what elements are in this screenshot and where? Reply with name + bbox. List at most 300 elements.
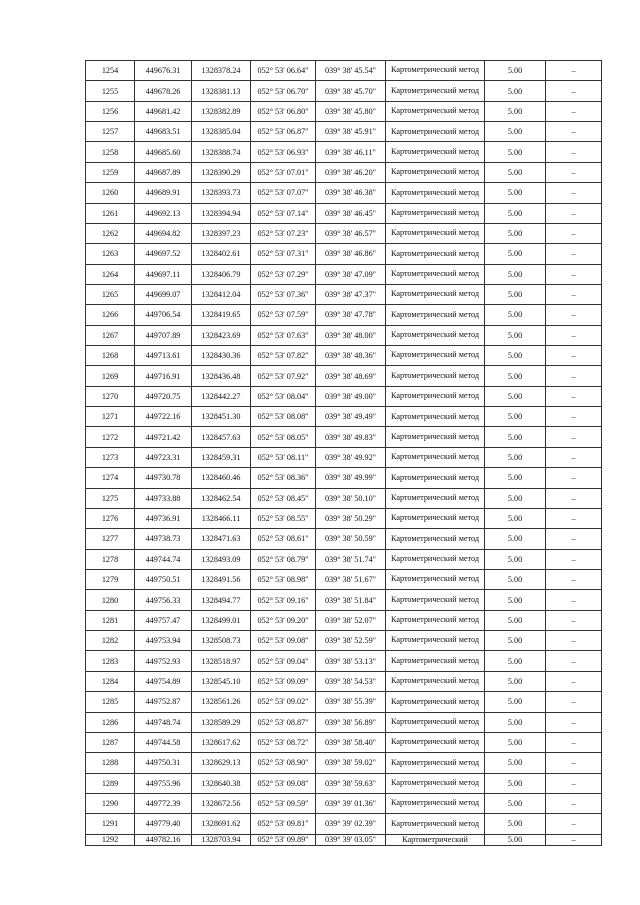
latitude-cell: 052° 53' 07.14" xyxy=(251,203,316,223)
precision-cell: 5.00 xyxy=(485,81,546,101)
method-cell: Картометрический метод xyxy=(386,447,485,467)
x-coordinate-cell: 449681.42 xyxy=(135,101,192,121)
precision-cell: 5.00 xyxy=(485,753,546,773)
latitude-cell: 052° 53' 06.87" xyxy=(251,122,316,142)
y-coordinate-cell: 1328493.09 xyxy=(192,549,251,569)
table-row xyxy=(86,162,602,182)
y-coordinate-cell: 1328691.62 xyxy=(192,814,251,834)
y-coordinate-cell: 1328378.24 xyxy=(192,61,251,81)
point-number-cell: 1257 xyxy=(86,122,135,142)
table-row xyxy=(86,712,602,732)
x-coordinate-cell: 449754.89 xyxy=(135,671,192,691)
description-cell: – xyxy=(546,508,602,528)
y-coordinate-cell: 1328388.74 xyxy=(192,142,251,162)
precision-cell: 5.00 xyxy=(485,692,546,712)
point-number-cell: 1278 xyxy=(86,549,135,569)
latitude-cell: 052° 53' 08.36" xyxy=(251,468,316,488)
description-cell: – xyxy=(546,569,602,589)
method-cell: Картометрический метод xyxy=(386,529,485,549)
longitude-cell: 039° 38' 51.84" xyxy=(316,590,386,610)
precision-cell: 5.00 xyxy=(485,407,546,427)
description-cell: – xyxy=(546,529,602,549)
table-row xyxy=(86,488,602,508)
x-coordinate-cell: 449722.16 xyxy=(135,407,192,427)
latitude-cell: 052° 53' 08.90" xyxy=(251,753,316,773)
latitude-cell: 052° 53' 07.31" xyxy=(251,244,316,264)
method-cell: Картометрический метод xyxy=(386,631,485,651)
precision-cell: 5.00 xyxy=(485,468,546,488)
method-cell: Картометрический метод xyxy=(386,183,485,203)
y-coordinate-cell: 1328397.23 xyxy=(192,223,251,243)
table-row xyxy=(86,325,602,345)
point-number-cell: 1284 xyxy=(86,671,135,691)
longitude-cell: 039° 38' 49.00" xyxy=(316,386,386,406)
x-coordinate-cell: 449733.88 xyxy=(135,488,192,508)
precision-cell: 5.00 xyxy=(485,61,546,81)
description-cell: – xyxy=(546,284,602,304)
description-cell: – xyxy=(546,692,602,712)
method-cell: Картометрический метод xyxy=(386,793,485,813)
precision-cell: 5.00 xyxy=(485,793,546,813)
latitude-cell: 052° 53' 08.98" xyxy=(251,569,316,589)
latitude-cell: 052° 53' 08.87" xyxy=(251,712,316,732)
x-coordinate-cell: 449738.73 xyxy=(135,529,192,549)
table-row xyxy=(86,814,602,834)
precision-cell: 5.00 xyxy=(485,508,546,528)
method-cell: Картометрический метод xyxy=(386,386,485,406)
precision-cell: 5.00 xyxy=(485,529,546,549)
description-cell: – xyxy=(546,325,602,345)
precision-cell: 5.00 xyxy=(485,569,546,589)
latitude-cell: 052° 53' 08.55" xyxy=(251,508,316,528)
precision-cell: 5.00 xyxy=(485,346,546,366)
method-cell: Картометрический метод xyxy=(386,569,485,589)
table-row xyxy=(86,427,602,447)
y-coordinate-cell: 1328462.54 xyxy=(192,488,251,508)
x-coordinate-cell: 449692.13 xyxy=(135,203,192,223)
point-number-cell: 1287 xyxy=(86,732,135,752)
method-cell: Картометрический метод xyxy=(386,223,485,243)
description-cell: – xyxy=(546,814,602,834)
longitude-cell: 039° 38' 45.70" xyxy=(316,81,386,101)
longitude-cell: 039° 38' 53.13" xyxy=(316,651,386,671)
x-coordinate-cell: 449706.54 xyxy=(135,305,192,325)
latitude-cell: 052° 53' 07.59" xyxy=(251,305,316,325)
method-cell: Картометрический метод xyxy=(386,284,485,304)
x-coordinate-cell: 449697.52 xyxy=(135,244,192,264)
description-cell: – xyxy=(546,244,602,264)
x-coordinate-cell: 449713.61 xyxy=(135,346,192,366)
latitude-cell: 052° 53' 07.01" xyxy=(251,162,316,182)
point-number-cell: 1275 xyxy=(86,488,135,508)
description-cell: – xyxy=(546,305,602,325)
table-row xyxy=(86,529,602,549)
table-row xyxy=(86,447,602,467)
latitude-cell: 052° 53' 07.29" xyxy=(251,264,316,284)
x-coordinate-cell: 449707.89 xyxy=(135,325,192,345)
precision-cell: 5.00 xyxy=(485,814,546,834)
latitude-cell: 052° 53' 08.11" xyxy=(251,447,316,467)
latitude-cell: 052° 53' 08.08" xyxy=(251,407,316,427)
description-cell: – xyxy=(546,712,602,732)
precision-cell: 5.00 xyxy=(485,162,546,182)
method-cell: Картометрический метод xyxy=(386,264,485,284)
longitude-cell: 039° 38' 49.83" xyxy=(316,427,386,447)
x-coordinate-cell: 449689.91 xyxy=(135,183,192,203)
longitude-cell: 039° 38' 52.59" xyxy=(316,631,386,651)
longitude-cell: 039° 38' 47.09" xyxy=(316,264,386,284)
y-coordinate-cell: 1328561.26 xyxy=(192,692,251,712)
precision-cell: 5.00 xyxy=(485,671,546,691)
y-coordinate-cell: 1328442.27 xyxy=(192,386,251,406)
point-number-cell: 1256 xyxy=(86,101,135,121)
longitude-cell: 039° 38' 50.29" xyxy=(316,508,386,528)
y-coordinate-cell: 1328402.61 xyxy=(192,244,251,264)
x-coordinate-cell: 449676.31 xyxy=(135,61,192,81)
point-number-cell: 1291 xyxy=(86,814,135,834)
table-row xyxy=(86,203,602,223)
latitude-cell: 052° 53' 06.70" xyxy=(251,81,316,101)
table-row xyxy=(86,569,602,589)
latitude-cell: 052° 53' 07.92" xyxy=(251,366,316,386)
x-coordinate-cell: 449687.89 xyxy=(135,162,192,182)
table-row xyxy=(86,631,602,651)
precision-cell: 5.00 xyxy=(485,244,546,264)
longitude-cell: 039° 38' 52.07" xyxy=(316,610,386,630)
y-coordinate-cell: 1328589.29 xyxy=(192,712,251,732)
latitude-cell: 052° 53' 07.82" xyxy=(251,346,316,366)
description-cell: – xyxy=(546,732,602,752)
point-number-cell: 1267 xyxy=(86,325,135,345)
point-number-cell: 1289 xyxy=(86,773,135,793)
table-row xyxy=(86,142,602,162)
longitude-cell: 039° 38' 50.10" xyxy=(316,488,386,508)
y-coordinate-cell: 1328466.11 xyxy=(192,508,251,528)
latitude-cell: 052° 53' 09.81" xyxy=(251,814,316,834)
latitude-cell: 052° 53' 06.80" xyxy=(251,101,316,121)
precision-cell: 5.00 xyxy=(485,631,546,651)
y-coordinate-cell: 1328545.10 xyxy=(192,671,251,691)
point-number-cell: 1282 xyxy=(86,631,135,651)
method-cell: Картометрический метод xyxy=(386,773,485,793)
precision-cell: 5.00 xyxy=(485,549,546,569)
description-cell: – xyxy=(546,407,602,427)
longitude-cell: 039° 38' 59.63" xyxy=(316,773,386,793)
latitude-cell: 052° 53' 08.61" xyxy=(251,529,316,549)
x-coordinate-cell: 449716.91 xyxy=(135,366,192,386)
method-cell: Картометрический метод xyxy=(386,244,485,264)
point-number-cell: 1283 xyxy=(86,651,135,671)
method-cell: Картометрический метод xyxy=(386,732,485,752)
y-coordinate-cell: 1328518.97 xyxy=(192,651,251,671)
method-cell: Картометрический метод xyxy=(386,325,485,345)
description-cell: – xyxy=(546,773,602,793)
point-number-cell: 1288 xyxy=(86,753,135,773)
table-row xyxy=(86,284,602,304)
y-coordinate-cell: 1328494.77 xyxy=(192,590,251,610)
longitude-cell: 039° 39' 03.05" xyxy=(316,834,386,845)
table-row xyxy=(86,793,602,813)
precision-cell: 5.00 xyxy=(485,447,546,467)
latitude-cell: 052° 53' 08.04" xyxy=(251,386,316,406)
longitude-cell: 039° 38' 56.89" xyxy=(316,712,386,732)
description-cell: – xyxy=(546,753,602,773)
x-coordinate-cell: 449748.74 xyxy=(135,712,192,732)
latitude-cell: 052° 53' 09.08" xyxy=(251,773,316,793)
y-coordinate-cell: 1328703.94 xyxy=(192,834,251,845)
description-cell: – xyxy=(546,61,602,81)
y-coordinate-cell: 1328412.04 xyxy=(192,284,251,304)
description-cell: – xyxy=(546,142,602,162)
coordinates-table xyxy=(85,60,602,846)
precision-cell: 5.00 xyxy=(485,386,546,406)
longitude-cell: 039° 38' 45.54" xyxy=(316,61,386,81)
precision-cell: 5.00 xyxy=(485,732,546,752)
method-cell: Картометрический метод xyxy=(386,508,485,528)
point-number-cell: 1269 xyxy=(86,366,135,386)
precision-cell: 5.00 xyxy=(485,488,546,508)
y-coordinate-cell: 1328436.48 xyxy=(192,366,251,386)
point-number-cell: 1268 xyxy=(86,346,135,366)
table-row xyxy=(86,590,602,610)
table-row xyxy=(86,549,602,569)
longitude-cell: 039° 38' 45.91" xyxy=(316,122,386,142)
description-cell: – xyxy=(546,162,602,182)
latitude-cell: 052° 53' 08.05" xyxy=(251,427,316,447)
point-number-cell: 1260 xyxy=(86,183,135,203)
point-number-cell: 1281 xyxy=(86,610,135,630)
table-row xyxy=(86,244,602,264)
point-number-cell: 1265 xyxy=(86,284,135,304)
point-number-cell: 1277 xyxy=(86,529,135,549)
table-row xyxy=(86,692,602,712)
table-row xyxy=(86,508,602,528)
x-coordinate-cell: 449752.87 xyxy=(135,692,192,712)
x-coordinate-cell: 449730.78 xyxy=(135,468,192,488)
longitude-cell: 039° 38' 55.39" xyxy=(316,692,386,712)
table-row xyxy=(86,346,602,366)
latitude-cell: 052° 53' 09.59" xyxy=(251,793,316,813)
latitude-cell: 052° 53' 09.09" xyxy=(251,671,316,691)
x-coordinate-cell: 449736.91 xyxy=(135,508,192,528)
table-row xyxy=(86,101,602,121)
x-coordinate-cell: 449744.58 xyxy=(135,732,192,752)
latitude-cell: 052° 53' 08.72" xyxy=(251,732,316,752)
precision-cell: 5.00 xyxy=(485,223,546,243)
longitude-cell: 039° 38' 46.38" xyxy=(316,183,386,203)
table-row xyxy=(86,122,602,142)
precision-cell: 5.00 xyxy=(485,590,546,610)
point-number-cell: 1286 xyxy=(86,712,135,732)
description-cell: – xyxy=(546,346,602,366)
description-cell: – xyxy=(546,468,602,488)
table-row xyxy=(86,305,602,325)
table-row xyxy=(86,81,602,101)
precision-cell: 5.00 xyxy=(485,284,546,304)
y-coordinate-cell: 1328430.36 xyxy=(192,346,251,366)
table-row xyxy=(86,407,602,427)
description-cell: – xyxy=(546,447,602,467)
longitude-cell: 039° 38' 46.86" xyxy=(316,244,386,264)
longitude-cell: 039° 38' 47.78" xyxy=(316,305,386,325)
method-cell: Картометрический метод xyxy=(386,651,485,671)
x-coordinate-cell: 449772.39 xyxy=(135,793,192,813)
x-coordinate-cell: 449750.31 xyxy=(135,753,192,773)
description-cell: – xyxy=(546,81,602,101)
y-coordinate-cell: 1328381.13 xyxy=(192,81,251,101)
x-coordinate-cell: 449782.16 xyxy=(135,834,192,845)
longitude-cell: 039° 38' 54.53" xyxy=(316,671,386,691)
table-row xyxy=(86,753,602,773)
longitude-cell: 039° 38' 59.02" xyxy=(316,753,386,773)
latitude-cell: 052° 53' 07.63" xyxy=(251,325,316,345)
table-row xyxy=(86,671,602,691)
longitude-cell: 039° 38' 58.40" xyxy=(316,732,386,752)
method-cell: Картометрический метод xyxy=(386,81,485,101)
method-cell: Картометрический метод xyxy=(386,814,485,834)
y-coordinate-cell: 1328423.69 xyxy=(192,325,251,345)
y-coordinate-cell: 1328617.62 xyxy=(192,732,251,752)
point-number-cell: 1290 xyxy=(86,793,135,813)
table-row xyxy=(86,264,602,284)
method-cell: Картометрический метод xyxy=(386,671,485,691)
x-coordinate-cell: 449720.75 xyxy=(135,386,192,406)
description-cell: – xyxy=(546,264,602,284)
description-cell: – xyxy=(546,101,602,121)
table-row xyxy=(86,651,602,671)
point-number-cell: 1279 xyxy=(86,569,135,589)
longitude-cell: 039° 38' 51.74" xyxy=(316,549,386,569)
y-coordinate-cell: 1328629.13 xyxy=(192,753,251,773)
table-row xyxy=(86,732,602,752)
point-number-cell: 1271 xyxy=(86,407,135,427)
x-coordinate-cell: 449697.11 xyxy=(135,264,192,284)
latitude-cell: 052° 53' 09.04" xyxy=(251,651,316,671)
point-number-cell: 1258 xyxy=(86,142,135,162)
y-coordinate-cell: 1328640.38 xyxy=(192,773,251,793)
x-coordinate-cell: 449685.60 xyxy=(135,142,192,162)
precision-cell: 5.00 xyxy=(485,834,546,845)
longitude-cell: 039° 38' 46.45" xyxy=(316,203,386,223)
y-coordinate-cell: 1328385.04 xyxy=(192,122,251,142)
point-number-cell: 1274 xyxy=(86,468,135,488)
table-row xyxy=(86,61,602,81)
method-cell: Картометрический метод xyxy=(386,468,485,488)
latitude-cell: 052° 53' 09.02" xyxy=(251,692,316,712)
method-cell: Картометрический метод xyxy=(386,162,485,182)
method-cell: Картометрический метод xyxy=(386,427,485,447)
method-cell: Картометрический метод xyxy=(386,101,485,121)
longitude-cell: 039° 38' 51.67" xyxy=(316,569,386,589)
description-cell: – xyxy=(546,203,602,223)
y-coordinate-cell: 1328457.63 xyxy=(192,427,251,447)
x-coordinate-cell: 449723.31 xyxy=(135,447,192,467)
description-cell: – xyxy=(546,793,602,813)
table-row xyxy=(86,610,602,630)
point-number-cell: 1259 xyxy=(86,162,135,182)
y-coordinate-cell: 1328491.56 xyxy=(192,569,251,589)
point-number-cell: 1261 xyxy=(86,203,135,223)
description-cell: – xyxy=(546,631,602,651)
x-coordinate-cell: 449757.47 xyxy=(135,610,192,630)
precision-cell: 5.00 xyxy=(485,325,546,345)
method-cell: Картометрический метод xyxy=(386,346,485,366)
x-coordinate-cell: 449678.26 xyxy=(135,81,192,101)
method-cell: Картометрический метод xyxy=(386,407,485,427)
point-number-cell: 1280 xyxy=(86,590,135,610)
table-row xyxy=(86,183,602,203)
method-cell: Картометрический метод xyxy=(386,61,485,81)
latitude-cell: 052° 53' 08.45" xyxy=(251,488,316,508)
table-row xyxy=(86,468,602,488)
x-coordinate-cell: 449694.82 xyxy=(135,223,192,243)
longitude-cell: 039° 38' 46.11" xyxy=(316,142,386,162)
x-coordinate-cell: 449721.42 xyxy=(135,427,192,447)
x-coordinate-cell: 449744.74 xyxy=(135,549,192,569)
precision-cell: 5.00 xyxy=(485,101,546,121)
point-number-cell: 1264 xyxy=(86,264,135,284)
y-coordinate-cell: 1328393.73 xyxy=(192,183,251,203)
longitude-cell: 039° 38' 47.37" xyxy=(316,284,386,304)
point-number-cell: 1272 xyxy=(86,427,135,447)
y-coordinate-cell: 1328406.79 xyxy=(192,264,251,284)
description-cell: – xyxy=(546,223,602,243)
x-coordinate-cell: 449699.07 xyxy=(135,284,192,304)
longitude-cell: 039° 38' 48.69" xyxy=(316,366,386,386)
method-cell: Картометрический метод xyxy=(386,712,485,732)
y-coordinate-cell: 1328419.65 xyxy=(192,305,251,325)
point-number-cell: 1273 xyxy=(86,447,135,467)
longitude-cell: 039° 39' 02.39" xyxy=(316,814,386,834)
method-cell: Картометрический метод xyxy=(386,610,485,630)
y-coordinate-cell: 1328451.30 xyxy=(192,407,251,427)
precision-cell: 5.00 xyxy=(485,366,546,386)
point-number-cell: 1266 xyxy=(86,305,135,325)
longitude-cell: 039° 38' 48.36" xyxy=(316,346,386,366)
point-number-cell: 1270 xyxy=(86,386,135,406)
longitude-cell: 039° 38' 49.92" xyxy=(316,447,386,467)
precision-cell: 5.00 xyxy=(485,773,546,793)
method-cell: Картометрический метод xyxy=(386,590,485,610)
precision-cell: 5.00 xyxy=(485,651,546,671)
point-number-cell: 1263 xyxy=(86,244,135,264)
table-body xyxy=(86,61,602,846)
y-coordinate-cell: 1328672.56 xyxy=(192,793,251,813)
latitude-cell: 052° 53' 09.16" xyxy=(251,590,316,610)
description-cell: – xyxy=(546,834,602,845)
table-row xyxy=(86,366,602,386)
description-cell: – xyxy=(546,671,602,691)
point-number-cell: 1262 xyxy=(86,223,135,243)
latitude-cell: 052° 53' 07.07" xyxy=(251,183,316,203)
y-coordinate-cell: 1328394.94 xyxy=(192,203,251,223)
latitude-cell: 052° 53' 09.89" xyxy=(251,834,316,845)
description-cell: – xyxy=(546,183,602,203)
description-cell: – xyxy=(546,366,602,386)
table-row xyxy=(86,223,602,243)
x-coordinate-cell: 449779.40 xyxy=(135,814,192,834)
longitude-cell: 039° 38' 49.99" xyxy=(316,468,386,488)
description-cell: – xyxy=(546,427,602,447)
latitude-cell: 052° 53' 08.79" xyxy=(251,549,316,569)
description-cell: – xyxy=(546,590,602,610)
precision-cell: 5.00 xyxy=(485,305,546,325)
description-cell: – xyxy=(546,651,602,671)
latitude-cell: 052° 53' 09.08" xyxy=(251,631,316,651)
precision-cell: 5.00 xyxy=(485,203,546,223)
x-coordinate-cell: 449753.94 xyxy=(135,631,192,651)
precision-cell: 5.00 xyxy=(485,142,546,162)
